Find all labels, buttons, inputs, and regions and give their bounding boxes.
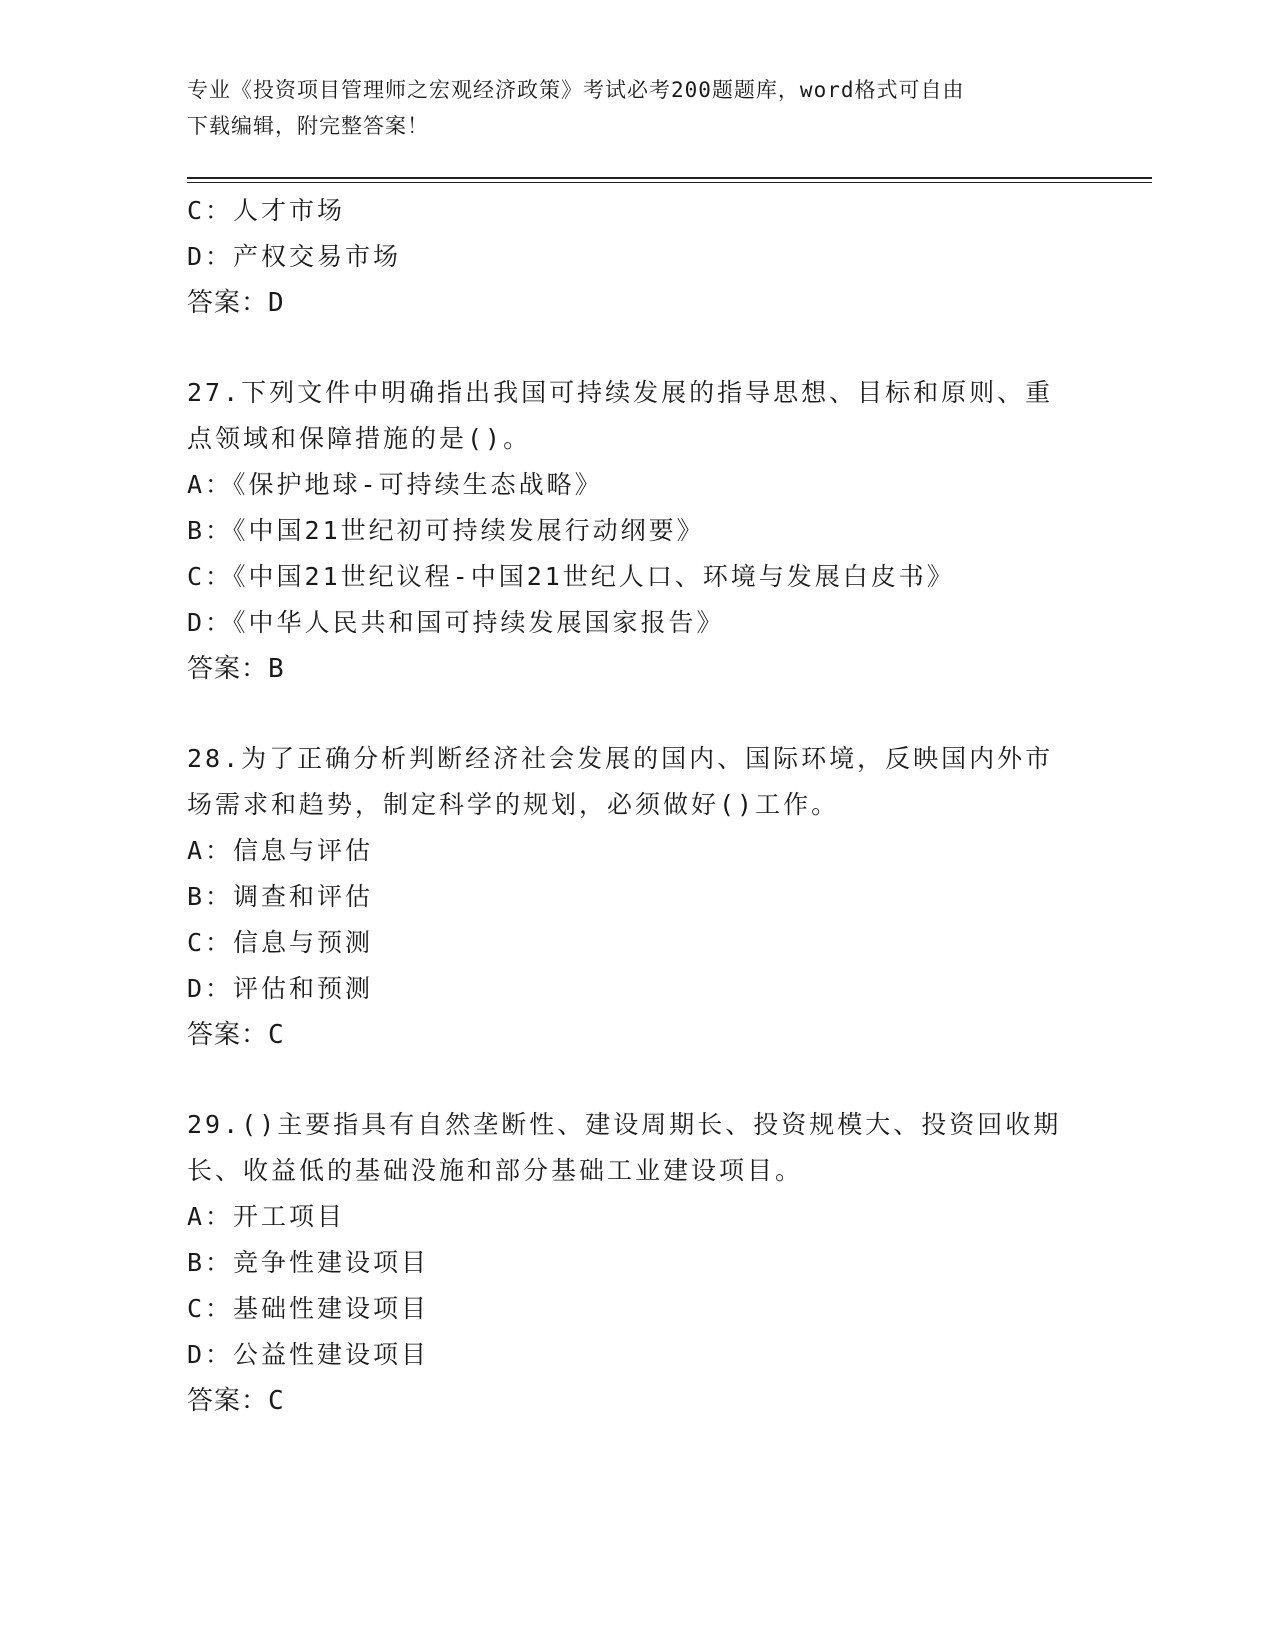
header-line-1: 专业《投资项目管理师之宏观经济政策》考试必考200题题库，word格式可自由 (187, 78, 965, 102)
option-b: B：《中国21世纪初可持续发展行动纲要》 (187, 516, 705, 545)
answer-line (187, 1012, 1087, 1058)
question-text-line-2: 点领域和保障措施的是()。 (187, 424, 532, 453)
answer-value: B (268, 654, 285, 684)
answer-label: 答案： (187, 654, 269, 684)
answer-line (187, 1378, 1087, 1424)
question-text-line-1: 29.()主要指具有自然垄断性、建设周期长、投资规模大、投资回收期 (187, 1110, 1062, 1139)
answer-value: C (268, 1020, 285, 1050)
option-d: D：《中华人民共和国可持续发展国家报告》 (187, 608, 725, 637)
answer-value: D (268, 288, 285, 318)
answer-line (187, 646, 1087, 692)
question-text-line-2: 长、收益低的基础没施和部分基础工业建设项目。 (187, 1156, 804, 1185)
question-text-line-1: 27.下列文件中明确指出我国可持续发展的指导思想、目标和原则、重 (187, 378, 1054, 407)
question-text-line-2: 场需求和趋势，制定科学的规划，必须做好()工作。 (187, 790, 840, 819)
option-c: C：人才市场 (187, 196, 346, 225)
answer-label: 答案： (187, 288, 269, 318)
option-d: D：产权交易市场 (187, 242, 402, 271)
answer-value: C (268, 1386, 285, 1416)
page-header (187, 72, 1087, 144)
option-c: C：信息与预测 (187, 928, 374, 957)
header-rule-bottom (187, 182, 1152, 183)
option-c: C：基础性建设项目 (187, 1294, 430, 1323)
document-body (187, 188, 1087, 1424)
option-c: C：《中国21世纪议程-中国21世纪人口、环境与发展白皮书》 (187, 562, 955, 591)
spacer (187, 326, 1087, 370)
option-a: A：《保护地球-可持续生态战略》 (187, 470, 603, 499)
header-line-2: 下载编辑，附完整答案！ (187, 114, 429, 138)
header-rule-top (187, 177, 1152, 179)
option-d: D：公益性建设项目 (187, 1340, 430, 1369)
answer-label: 答案： (187, 1020, 269, 1050)
option-b: B：调查和评估 (187, 882, 374, 911)
option-a: A：开工项目 (187, 1202, 346, 1231)
answer-line (187, 280, 1087, 326)
spacer (187, 692, 1087, 736)
answer-label: 答案： (187, 1386, 269, 1416)
question-29 (187, 1102, 1087, 1424)
question-28 (187, 736, 1087, 1058)
option-b: B：竞争性建设项目 (187, 1248, 430, 1277)
spacer (187, 1058, 1087, 1102)
option-d: D：评估和预测 (187, 974, 374, 1003)
option-a: A：信息与评估 (187, 836, 374, 865)
question-text-line-1: 28.为了正确分析判断经济社会发展的国内、国际环境，反映国内外市 (187, 744, 1054, 773)
question-26 (187, 188, 1087, 326)
question-27 (187, 370, 1087, 692)
